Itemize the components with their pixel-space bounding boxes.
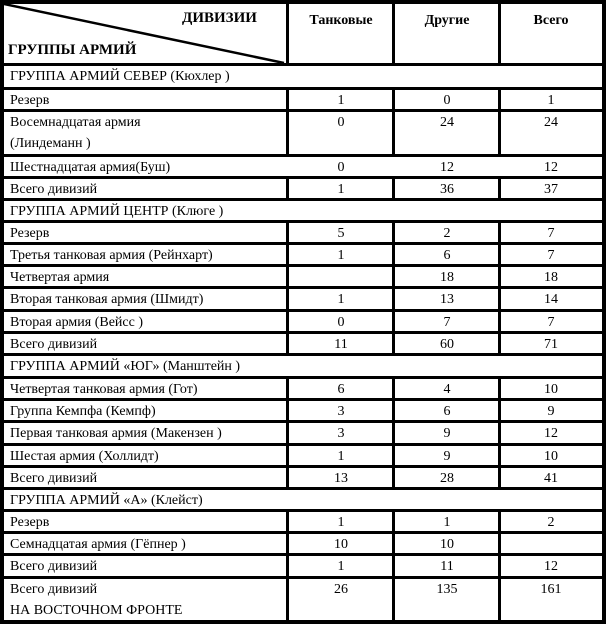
total-divisions: 10 — [544, 449, 558, 464]
other-divisions: 1 — [443, 515, 451, 530]
tank-divisions: 1 — [337, 449, 345, 464]
other-divisions: 11 — [440, 559, 454, 574]
other-divisions: 6 — [443, 404, 451, 419]
table-row — [4, 309, 602, 331]
header-other-column: Другие — [424, 13, 470, 28]
tank-divisions: 26 — [334, 582, 348, 597]
table-row — [4, 376, 602, 398]
army-name: Всего дивизий — [10, 337, 98, 352]
army-name: Резерв — [10, 226, 50, 241]
army-name: Резерв — [10, 93, 50, 108]
total-divisions: 2 — [547, 515, 555, 530]
total-divisions — [500, 534, 602, 553]
army-name: Вторая танковая армия (Шмидт) — [10, 292, 204, 307]
table-row — [4, 509, 602, 531]
army-name — [10, 112, 286, 154]
tank-divisions: 1 — [337, 248, 345, 263]
header-total-column: Всего — [533, 13, 569, 28]
other-divisions: 9 — [443, 449, 451, 464]
total-divisions: 1 — [547, 93, 555, 108]
header-army-groups-label: ГРУППЫ АРМИЙ — [8, 42, 137, 58]
table-row-grand-total — [4, 576, 602, 620]
table-row-subtotal — [4, 176, 602, 198]
army-name: Первая танковая армия (Макензен ) — [10, 426, 222, 441]
table-row — [4, 264, 602, 286]
army-name: Четвертая армия — [10, 270, 110, 285]
tank-divisions: 3 — [337, 426, 345, 441]
total-divisions: 24 — [544, 115, 558, 130]
tank-divisions: 6 — [337, 382, 345, 397]
tank-divisions: 10 — [334, 537, 348, 552]
other-divisions: 60 — [440, 337, 454, 352]
header-tank-column: Танковые — [309, 13, 373, 28]
total-divisions: 9 — [547, 404, 555, 419]
other-divisions: 13 — [440, 292, 454, 307]
table-row — [4, 87, 602, 109]
other-divisions: 135 — [436, 582, 458, 597]
army-name-line1: Восемнадцатая армия — [10, 115, 141, 130]
tank-divisions: 1 — [337, 515, 345, 530]
army-name: Вторая армия (Вейсс ) — [10, 315, 144, 330]
army-name: Шестая армия (Холлидт) — [10, 449, 159, 464]
other-divisions: 7 — [443, 315, 451, 330]
table-row — [4, 420, 602, 443]
header-divisions-label: ДИВИЗИИ — [182, 10, 257, 26]
other-divisions: 4 — [443, 382, 451, 397]
group-title: ГРУППА АРМИЙ «ЮГ» (Манштейн ) — [10, 359, 241, 374]
army-name: Группа Кемпфа (Кемпф) — [10, 404, 156, 419]
total-divisions: 12 — [544, 426, 558, 441]
table-header — [4, 4, 602, 63]
total-divisions: 14 — [544, 292, 558, 307]
group-title: ГРУППА АРМИЙ СЕВЕР (Кюхлер ) — [10, 69, 230, 84]
tank-divisions: 13 — [334, 471, 348, 486]
total-divisions: 18 — [544, 270, 558, 285]
table-row — [4, 443, 602, 465]
tank-divisions: 0 — [337, 315, 345, 330]
total-divisions: 10 — [544, 382, 558, 397]
tank-divisions: 0 — [337, 160, 345, 175]
other-divisions: 12 — [440, 160, 454, 175]
total-divisions: 12 — [544, 559, 558, 574]
other-divisions: 2 — [443, 226, 451, 241]
group-header-north — [4, 63, 602, 87]
group-title: ГРУППА АРМИЙ «А» (Клейст) — [10, 493, 203, 508]
grand-total-label-line1: Всего дивизий — [10, 582, 98, 597]
total-divisions: 41 — [544, 471, 558, 486]
table-row — [4, 531, 602, 553]
total-divisions: 161 — [540, 582, 562, 597]
tank-divisions: 3 — [337, 404, 345, 419]
total-divisions: 7 — [547, 315, 555, 330]
other-divisions: 6 — [443, 248, 451, 263]
total-divisions: 12 — [544, 160, 558, 175]
other-divisions: 36 — [440, 182, 454, 197]
army-name: Третья танковая армия (Рейнхарт) — [10, 248, 213, 263]
table-row-subtotal — [4, 331, 602, 353]
tank-divisions: 11 — [334, 337, 348, 352]
total-divisions: 7 — [547, 248, 555, 263]
army-name: Всего дивизий — [10, 559, 98, 574]
other-divisions: 28 — [440, 471, 454, 486]
army-name: Всего дивизий — [10, 182, 98, 197]
tank-divisions: 1 — [337, 182, 345, 197]
table-row-subtotal — [4, 553, 602, 576]
other-divisions: 10 — [440, 537, 454, 552]
table-row — [4, 242, 602, 264]
other-divisions: 0 — [443, 93, 451, 108]
total-divisions: 7 — [547, 226, 555, 241]
other-divisions: 24 — [440, 115, 454, 130]
group-header-center — [4, 198, 602, 220]
group-title: ГРУППА АРМИЙ ЦЕНТР (Клюге ) — [10, 204, 224, 219]
army-name: Семнадцатая армия (Гёпнер ) — [10, 537, 186, 552]
group-header-a — [4, 487, 602, 509]
table-row-subtotal — [4, 465, 602, 487]
table-row — [4, 220, 602, 242]
group-header-south — [4, 353, 602, 376]
tank-divisions: 1 — [337, 559, 345, 574]
other-divisions: 9 — [443, 426, 451, 441]
army-name: Четвертая танковая армия (Гот) — [10, 382, 198, 397]
tank-divisions: 1 — [337, 93, 345, 108]
other-divisions: 18 — [440, 270, 454, 285]
total-divisions: 37 — [544, 182, 558, 197]
tank-divisions: 0 — [337, 115, 345, 130]
table-row — [4, 109, 602, 154]
table-row — [4, 398, 602, 420]
total-divisions: 71 — [544, 337, 558, 352]
table-row — [4, 154, 602, 176]
army-name: Резерв — [10, 515, 50, 530]
grand-total-label-line2: НА ВОСТОЧНОМ ФРОНТЕ — [10, 603, 183, 618]
army-name-line2: (Линдеманн ) — [10, 136, 91, 151]
tank-divisions: 1 — [337, 292, 345, 307]
army-name: Шестнадцатая армия(Буш) — [10, 160, 171, 175]
tank-divisions: 5 — [337, 226, 345, 241]
table-row — [4, 286, 602, 309]
grand-total-label — [10, 579, 286, 620]
army-name: Всего дивизий — [10, 471, 98, 486]
tank-divisions — [288, 267, 394, 286]
